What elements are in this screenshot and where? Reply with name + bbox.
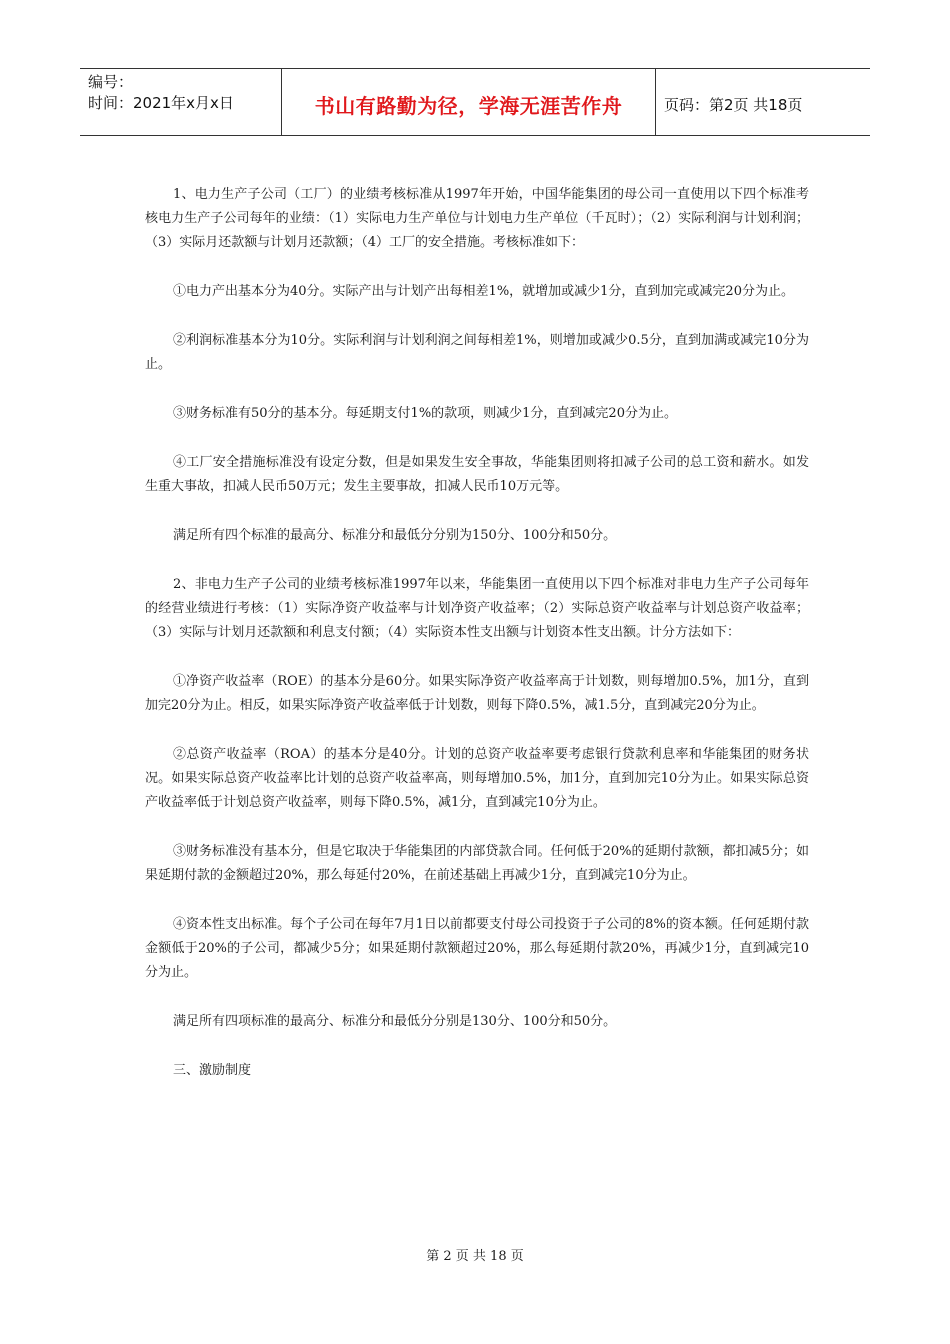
section-heading: 三、激励制度 (173, 1063, 252, 1078)
body-paragraph: ④工厂安全措施标准没有设定分数，但是如果发生安全事故，华能集团则将扣减子公司的总工资和薪水。如发生重大事故，扣减人民币50万元；发生主要事故，扣减人民币10万元等。 (145, 455, 809, 494)
document-number-label: 编号： (88, 73, 134, 91)
document-time-label: 时间：2021年x月x日 (88, 94, 234, 112)
header-meta (80, 69, 282, 135)
page-header (80, 68, 870, 136)
body-paragraph: ②利润标准基本分为10分。实际利润与计划利润之间每相差1%，则增加或减少0.5分，直到加满或减完10分为止。 (145, 333, 809, 372)
body-paragraph: ④资本性支出标准。每个子公司在每年7月1日以前都要支付母公司投资于子公司的8%的资本额。任何延期付款金额低于20%的子公司，都减少5分；如果延期付款额超过20%，那么每延期付款20%，再减少1分，直到减完10分为止。 (145, 917, 809, 980)
header-motto: 书山有路勤为径，学海无涯苦作舟 (282, 69, 656, 135)
body-paragraph: ③财务标准有50分的基本分。每延期支付1%的款项，则减少1分，直到减完20分为止。 (173, 406, 677, 421)
body-paragraph: 2、非电力生产子公司的业绩考核标准1997年以来，华能集团一直使用以下四个标准对非电力生产子公司每年的经营业绩进行考核：（1）实际净资产收益率与计划净资产收益率；（2）实际总资产收益率与计划总资产收益率；（3）实际与计划月还款额和利息支付额；（4）实际资本性支出额与计划资本性支出额。计分方法如下： (145, 577, 809, 640)
body-paragraph: 1、电力生产子公司（工厂）的业绩考核标准从1997年开始，中国华能集团的母公司一直使用以下四个标准考核电力生产子公司每年的业绩：（1）实际电力生产单位与计划电力生产单位（千瓦时）；（2）实际利润与计划利润；（3）实际月还款额与计划月还款额；（4）工厂的安全措施。考核标准如下： (145, 187, 809, 250)
document-body (145, 183, 809, 1108)
body-paragraph: ①电力产出基本分为40分。实际产出与计划产出每相差1%，就增加或减少1分，直到加完或减完20分为止。 (173, 284, 794, 299)
body-paragraph: ②总资产收益率（ROA）的基本分是40分。计划的总资产收益率要考虑银行贷款利息率和华能集团的财务状况。如果实际总资产收益率比计划的总资产收益率高，则每增加0.5%，加1分，直到加完10分为止。如果实际总资产收益率低于计划总资产收益率，则每下降0.5%，减1分，直到减完10分为止。 (145, 747, 809, 810)
header-page-code: 页码：第2页 共18页 (664, 95, 803, 114)
page-footer: 第 2 页 共 18 页 (426, 1249, 524, 1264)
body-paragraph: ①净资产收益率（ROE）的基本分是60分。如果实际净资产收益率高于计划数，则每增加0.5%，加1分，直到加完20分为止。相反，如果实际净资产收益率低于计划数，则每下降0.5%，减1.5分，直到减完20分为止。 (145, 674, 809, 713)
body-paragraph: ③财务标准没有基本分，但是它取决于华能集团的内部贷款合同。任何低于20%的延期付款额，都扣减5分；如果延期付款的金额超过20%，那么每延付20%，在前述基础上再减少1分，直到减完10分为止。 (145, 844, 809, 883)
body-paragraph: 满足所有四个标准的最高分、标准分和最低分分别为150分、100分和50分。 (173, 528, 617, 543)
body-paragraph: 满足所有四项标准的最高分、标准分和最低分分别是130分、100分和50分。 (173, 1014, 617, 1029)
